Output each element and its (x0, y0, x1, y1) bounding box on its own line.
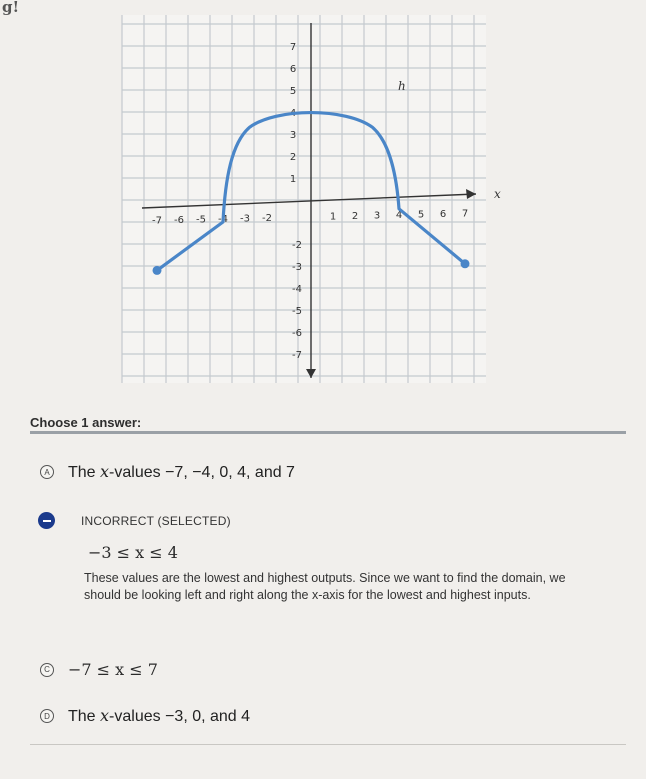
x-tick-label: 6 (439, 209, 447, 220)
endpoint-right (461, 259, 470, 268)
y-tick-label: 6 (289, 64, 297, 75)
x-tick-label: -4 (218, 214, 228, 225)
endpoint-left (153, 266, 162, 275)
option-a-suffix: -values −7, −4, 0, 4, and 7 (109, 464, 295, 481)
divider (30, 431, 626, 434)
y-tick-label: -6 (292, 328, 302, 339)
y-tick-label: 2 (289, 152, 297, 163)
option-c[interactable] (40, 660, 158, 679)
y-tick-label: 3 (289, 130, 297, 141)
option-a-prefix: The (68, 464, 101, 481)
grid-background (122, 15, 486, 383)
option-a[interactable] (40, 462, 295, 482)
option-a-math: x (100, 462, 110, 481)
option-b-answer[interactable]: −3 ≤ x ≤ 4 (88, 543, 178, 562)
option-b-status[interactable] (38, 512, 231, 529)
x-tick-label: 4 (395, 210, 403, 221)
incorrect-icon (38, 512, 55, 529)
x-axis-label: x (494, 187, 501, 201)
x-tick-label: 5 (417, 209, 425, 221)
prompt: Choose 1 answer: (30, 415, 142, 430)
x-tick-label: 7 (461, 208, 469, 220)
y-tick-label: -3 (292, 262, 302, 273)
x-tick-label: -5 (196, 214, 206, 226)
y-tick-label: 5 (289, 86, 297, 97)
option-d-letter: D (40, 709, 54, 723)
y-tick-label: 4 (289, 108, 297, 119)
x-tick-label: -7 (152, 215, 162, 227)
option-a-text (68, 462, 295, 482)
x-tick-label: -3 (240, 213, 250, 225)
y-tick-label: -5 (292, 306, 302, 317)
option-d-prefix: The (68, 708, 101, 725)
x-tick-label: -6 (174, 215, 184, 226)
status-label: INCORRECT (SELECTED) (81, 513, 231, 528)
x-tick-label: 2 (351, 211, 359, 222)
x-tick-label: 1 (329, 211, 337, 223)
option-c-math: −7 ≤ x ≤ 7 (68, 660, 158, 679)
x-tick-label: 3 (373, 210, 381, 222)
function-label: h (398, 79, 406, 93)
y-tick-label: -2 (292, 240, 302, 251)
option-d[interactable] (40, 706, 250, 726)
option-d-math: x (100, 706, 110, 725)
option-b-explanation: These values are the lowest and highest outputs. Since we want to find the domain, we should be looking left and right along the x-axis for the lowest and highest inputs. (84, 571, 566, 602)
x-tick-label: -2 (262, 213, 272, 224)
option-c-letter: C (40, 663, 54, 677)
corner-mark: g! (2, 0, 20, 16)
bottom-divider (30, 744, 626, 745)
option-d-text (68, 706, 250, 726)
y-tick-label: 1 (289, 174, 297, 185)
option-a-letter: A (40, 465, 54, 479)
y-tick-label: 7 (289, 42, 297, 53)
option-d-suffix: -values −3, 0, and 4 (109, 708, 251, 725)
y-tick-label: -4 (292, 284, 302, 295)
y-tick-label: -7 (292, 350, 302, 361)
